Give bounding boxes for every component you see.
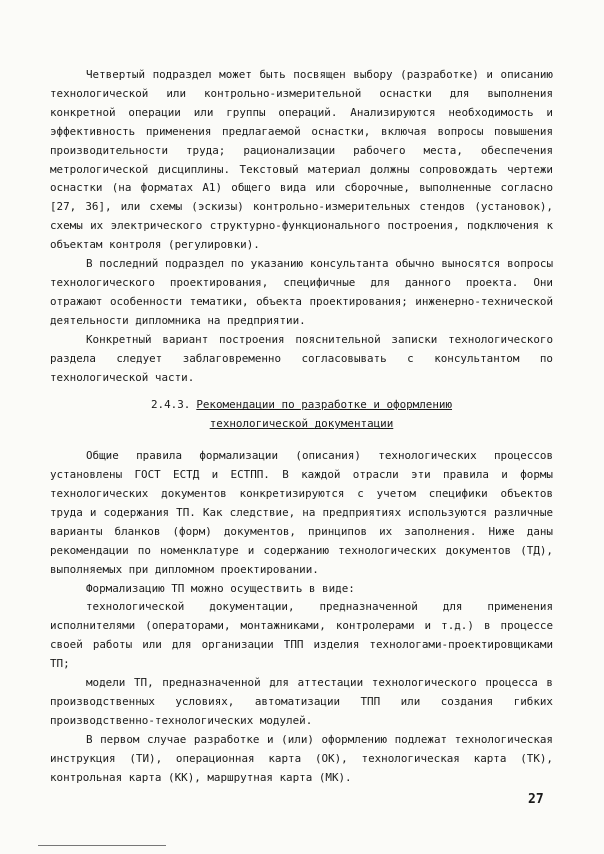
paragraph-last-subsection: В последний подраздел по указанию консультанта обычно выносятся вопросы технологического проектирования, специфичные для данного проекта. Они отражают особенности тематики, объекта проектирования; инженерно-технической деятельности дипломника на предприятии. <box>50 257 553 327</box>
page-number: 27 <box>528 792 544 807</box>
section-title-line1: Рекомендации по разработке и оформлению <box>196 398 453 412</box>
bottom-rule <box>38 845 166 846</box>
section-number: 2.4.3. <box>150 398 191 412</box>
list-item-documentation: технологической документации, предназначенной для применения исполнителями (операторами, монтажниками, контролерами и т.д.) в процессе своей работы или для организации ТПП изделия технологами-проектировщиками ТП; <box>50 600 553 671</box>
paragraph-first-case: В первом случае разработке и (или) оформлению подлежат технологическая инструкция (ТИ), операционная карта (ОК), технологическая карта (ТК), контрольная карта (КК), маршрутная карта (МК). <box>50 732 553 784</box>
body-text <box>50 66 553 788</box>
paragraph-formalization: Формализацию ТП можно осуществить в виде: <box>86 581 355 595</box>
list-item-model: модели ТП, предназначенной для аттестации технологического процесса в производственных условиях, автоматизации ТПП или создания гибких производственно-технологических модулей. <box>50 676 553 727</box>
section-heading <box>50 396 553 434</box>
paragraph-general-rules: Общие правила формализации (описания) технологических процессов установлены ГОСТ ЕСТД и ЕСТПП. В каждой отрасли эти правила и формы технологических документов конкретизируются с учетом специфики объектов труда и содержания ТП. Как следствие, на предприятиях используются различные варианты бланков (форм) документов, принципов их заполнения. Ниже даны рекомендации по номенклатуре и содержанию технологических документов (ТД), выполняемых при дипломном проектировании. <box>50 449 553 576</box>
paragraph-variant: Конкретный вариант построения пояснительной записки технологического раздела следует заблаговременно согласовывать с консультантом по технологической части. <box>50 332 553 384</box>
paragraph-fourth-subsection: Четвертый подраздел может быть посвящен выбору (разработке) и описанию технологической или контрольно-измерительной оснастки для выполнения конкретной операции или группы операций. Анализируются необходимость и эффективность применения предлагаемой оснастки, включая вопросы повышения производительности труда; рационализации рабочего места, обеспечения метрологической дисциплины. Текстовый материал должны сопровождать чертежи оснастки (на форматах А1) общего вида или сборочные, выполненные согласно [27, 36], или схемы (эскизы) контрольно-измерительных стендов (установок), схемы их электрического структурно-функционального построения, подключения к объектам контроля (регулировки). <box>50 68 553 252</box>
section-title-line2: технологической документации <box>209 417 394 431</box>
